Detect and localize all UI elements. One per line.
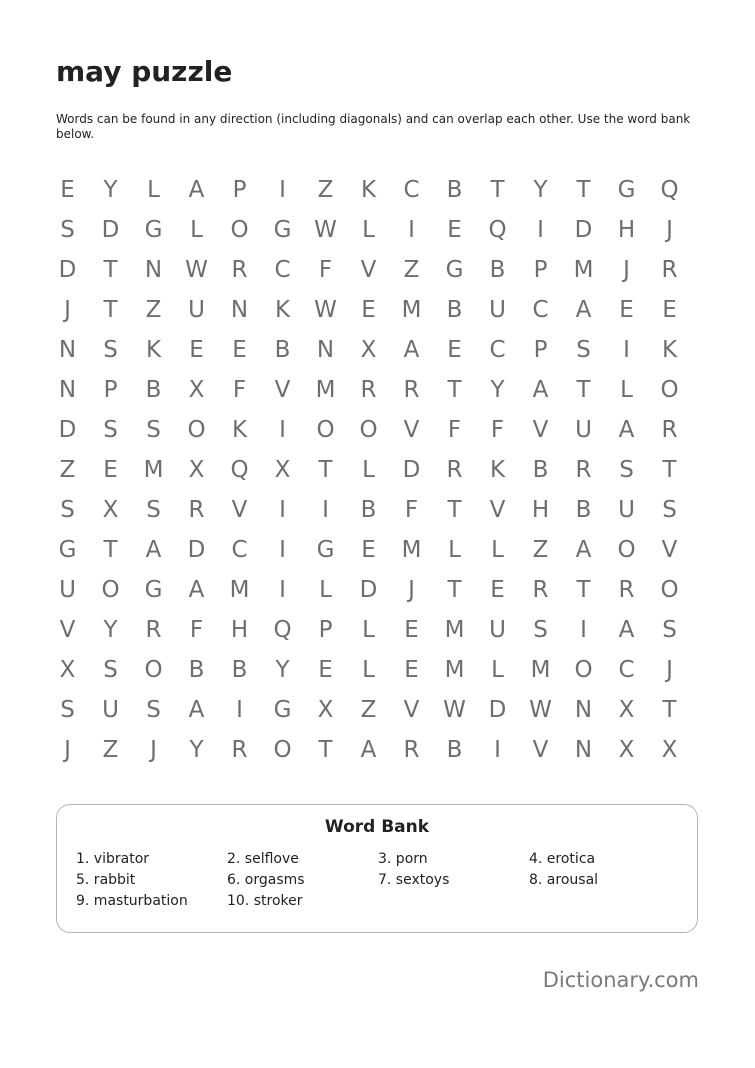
- grid-letter: R: [575, 457, 592, 483]
- grid-letter: N: [574, 737, 593, 763]
- grid-letter: X: [59, 657, 76, 683]
- grid-letter: B: [274, 337, 291, 363]
- grid-letter: F: [447, 417, 462, 443]
- grid-letter: T: [318, 457, 333, 483]
- grid-letter: M: [573, 257, 594, 283]
- grid-letter: X: [188, 377, 205, 403]
- grid-letter: T: [447, 577, 462, 603]
- grid-letter: M: [315, 377, 336, 403]
- grid-letter: X: [188, 457, 205, 483]
- grid-letter: D: [574, 217, 593, 243]
- grid-letter: H: [531, 497, 550, 523]
- grid-letter: B: [575, 497, 592, 523]
- grid-letter: E: [318, 657, 333, 683]
- grid-letter: G: [144, 577, 163, 603]
- grid-letter: Q: [230, 457, 249, 483]
- grid-letter: Z: [145, 297, 162, 323]
- grid-letter: U: [102, 697, 119, 723]
- grid-letter: A: [618, 417, 635, 443]
- word-bank-item: 2. selflove: [227, 851, 299, 867]
- grid-letter: E: [189, 337, 204, 363]
- grid-letter: S: [146, 497, 161, 523]
- grid-letter: S: [60, 217, 75, 243]
- grid-letter: F: [318, 257, 333, 283]
- grid-letter: I: [279, 577, 286, 603]
- grid-letter: J: [623, 257, 630, 283]
- word-bank-item: 3. porn: [378, 851, 428, 867]
- grid-letter: K: [145, 337, 162, 363]
- grid-letter: C: [403, 177, 420, 203]
- grid-letter: A: [618, 617, 635, 643]
- grid-letter: D: [488, 697, 507, 723]
- grid-letter: D: [359, 577, 378, 603]
- grid-letter: T: [103, 297, 118, 323]
- dictionary-logo-text: Dictionary.com: [542, 968, 699, 992]
- grid-letter: B: [360, 497, 377, 523]
- grid-letter: F: [490, 417, 505, 443]
- grid-letter: O: [101, 577, 120, 603]
- grid-letter: U: [188, 297, 205, 323]
- grid-letter: X: [274, 457, 291, 483]
- grid-letter: Z: [360, 697, 377, 723]
- grid-letter: I: [279, 177, 286, 203]
- grid-letter: I: [322, 497, 329, 523]
- grid-letter: U: [575, 417, 592, 443]
- grid-letter: V: [403, 697, 420, 723]
- grid-letter: H: [230, 617, 249, 643]
- grid-letter: T: [490, 177, 505, 203]
- grid-letter: A: [360, 737, 377, 763]
- word-bank-item: 4. erotica: [529, 851, 596, 867]
- grid-letter: E: [103, 457, 118, 483]
- grid-letter: M: [401, 297, 422, 323]
- grid-letter: D: [58, 417, 77, 443]
- grid-letter: T: [576, 177, 591, 203]
- grid-letter: Z: [317, 177, 334, 203]
- grid-letter: I: [279, 497, 286, 523]
- grid-letter: S: [662, 497, 677, 523]
- grid-letter: T: [318, 737, 333, 763]
- grid-letter: E: [404, 657, 419, 683]
- grid-letter: A: [188, 697, 205, 723]
- grid-letter: K: [231, 417, 248, 443]
- grid-letter: E: [232, 337, 247, 363]
- grid-letter: X: [618, 697, 635, 723]
- grid-letter: A: [403, 337, 420, 363]
- grid-letter: T: [447, 377, 462, 403]
- puzzle-title: may puzzle: [56, 55, 233, 88]
- grid-letter: A: [145, 537, 162, 563]
- grid-letter: T: [103, 257, 118, 283]
- grid-letter: G: [273, 697, 292, 723]
- grid-letter: C: [618, 657, 635, 683]
- grid-letter: F: [189, 617, 204, 643]
- grid-letter: V: [532, 737, 549, 763]
- grid-letter: R: [231, 257, 248, 283]
- grid-letter: X: [618, 737, 635, 763]
- grid-letter: W: [529, 697, 552, 723]
- grid-letter: S: [103, 417, 118, 443]
- grid-letter: G: [58, 537, 77, 563]
- grid-letter: I: [236, 697, 243, 723]
- grid-letter: E: [447, 337, 462, 363]
- instructions-text: Words can be found in any direction (including diagonals) and can overlap each other. Use the word bank below.: [56, 112, 691, 141]
- grid-letter: M: [229, 577, 250, 603]
- grid-letter: V: [360, 257, 377, 283]
- grid-letter: L: [620, 377, 633, 403]
- grid-letter: O: [187, 417, 206, 443]
- grid-letter: Q: [488, 217, 507, 243]
- word-bank-item: 5. rabbit: [76, 872, 136, 888]
- grid-letter: B: [446, 297, 463, 323]
- grid-letter: O: [230, 217, 249, 243]
- grid-letter: L: [319, 577, 332, 603]
- grid-letter: G: [273, 217, 292, 243]
- grid-letter: H: [617, 217, 636, 243]
- grid-letter: C: [274, 257, 291, 283]
- grid-letter: I: [494, 737, 501, 763]
- grid-letter: O: [617, 537, 636, 563]
- grid-letter: A: [575, 537, 592, 563]
- grid-letter: L: [491, 657, 504, 683]
- grid-letter: Q: [273, 617, 292, 643]
- grid-letter: O: [316, 417, 335, 443]
- grid-letter: G: [445, 257, 464, 283]
- grid-letter: V: [403, 417, 420, 443]
- grid-letter: W: [314, 297, 337, 323]
- grid-letter: B: [489, 257, 506, 283]
- grid-letter: Z: [59, 457, 76, 483]
- word-bank: [56, 804, 698, 933]
- grid-letter: J: [408, 577, 415, 603]
- grid-letter: U: [59, 577, 76, 603]
- grid-letter: W: [314, 217, 337, 243]
- grid-letter: F: [232, 377, 247, 403]
- grid-letter: A: [532, 377, 549, 403]
- grid-letter: G: [316, 537, 335, 563]
- grid-letter: T: [662, 457, 677, 483]
- grid-letter: S: [533, 617, 548, 643]
- grid-letter: L: [362, 217, 375, 243]
- grid-letter: Y: [533, 177, 548, 203]
- grid-letter: N: [144, 257, 163, 283]
- grid-letter: X: [360, 337, 377, 363]
- grid-letter: J: [64, 737, 71, 763]
- grid-letter: D: [101, 217, 120, 243]
- grid-letter: R: [661, 257, 678, 283]
- grid-letter: Y: [103, 177, 118, 203]
- grid-letter: O: [359, 417, 378, 443]
- grid-letter: E: [662, 297, 677, 323]
- grid-letter: W: [185, 257, 208, 283]
- grid-letter: R: [231, 737, 248, 763]
- grid-letter: C: [231, 537, 248, 563]
- grid-letter: B: [446, 737, 463, 763]
- grid-letter: L: [362, 657, 375, 683]
- word-list: [76, 851, 680, 914]
- grid-letter: R: [446, 457, 463, 483]
- grid-letter: R: [532, 577, 549, 603]
- grid-letter: O: [273, 737, 292, 763]
- grid-letter: V: [489, 497, 506, 523]
- grid-letter: L: [491, 537, 504, 563]
- grid-letter: O: [574, 657, 593, 683]
- grid-letter: U: [489, 617, 506, 643]
- grid-letter: R: [403, 737, 420, 763]
- letter-grid: [46, 170, 691, 770]
- grid-letter: M: [444, 617, 465, 643]
- grid-letter: N: [58, 377, 77, 403]
- grid-letter: Y: [275, 657, 290, 683]
- grid-letter: D: [187, 537, 206, 563]
- grid-letter: L: [147, 177, 160, 203]
- grid-letter: A: [575, 297, 592, 323]
- grid-letter: Z: [403, 257, 420, 283]
- grid-letter: V: [59, 617, 76, 643]
- grid-letter: O: [660, 577, 679, 603]
- grid-letter: M: [530, 657, 551, 683]
- grid-letter: T: [576, 577, 591, 603]
- word-bank-item: 10. stroker: [227, 893, 303, 909]
- grid-letter: Y: [103, 617, 118, 643]
- grid-letter: R: [188, 497, 205, 523]
- grid-letter: X: [317, 697, 334, 723]
- grid-letter: B: [532, 457, 549, 483]
- grid-letter: O: [144, 657, 163, 683]
- grid-letter: N: [58, 337, 77, 363]
- grid-letter: S: [60, 497, 75, 523]
- grid-letter: D: [402, 457, 421, 483]
- grid-letter: K: [489, 457, 506, 483]
- grid-letter: L: [448, 537, 461, 563]
- grid-letter: U: [618, 497, 635, 523]
- grid-letter: B: [188, 657, 205, 683]
- grid-letter: V: [274, 377, 291, 403]
- grid-letter: D: [58, 257, 77, 283]
- grid-letter: R: [661, 417, 678, 443]
- grid-letter: S: [146, 697, 161, 723]
- grid-letter: X: [102, 497, 119, 523]
- grid-letter: T: [576, 377, 591, 403]
- grid-letter: E: [60, 177, 75, 203]
- grid-letter: P: [232, 177, 247, 203]
- grid-letter: B: [145, 377, 162, 403]
- grid-letter: P: [533, 257, 548, 283]
- grid-letter: Z: [532, 537, 549, 563]
- grid-letter: I: [279, 417, 286, 443]
- grid-letter: I: [537, 217, 544, 243]
- grid-letter: E: [447, 217, 462, 243]
- grid-letter: S: [60, 697, 75, 723]
- grid-letter: J: [666, 657, 673, 683]
- grid-letter: N: [574, 697, 593, 723]
- grid-letter: Y: [490, 377, 505, 403]
- grid-letter: E: [490, 577, 505, 603]
- grid-letter: S: [146, 417, 161, 443]
- grid-letter: N: [230, 297, 249, 323]
- grid-letter: K: [360, 177, 377, 203]
- grid-letter: M: [401, 537, 422, 563]
- word-bank-title: Word Bank: [324, 817, 430, 837]
- grid-letter: J: [666, 217, 673, 243]
- grid-letter: L: [362, 617, 375, 643]
- grid-letter: T: [662, 697, 677, 723]
- word-bank-item: 1. vibrator: [76, 851, 150, 867]
- grid-letter: E: [361, 537, 376, 563]
- grid-letter: L: [190, 217, 203, 243]
- grid-letter: A: [188, 577, 205, 603]
- word-bank-item: 7. sextoys: [378, 872, 450, 888]
- grid-letter: L: [362, 457, 375, 483]
- grid-letter: B: [231, 657, 248, 683]
- grid-letter: Z: [102, 737, 119, 763]
- grid-letter: Y: [189, 737, 204, 763]
- grid-letter: G: [617, 177, 636, 203]
- grid-letter: G: [144, 217, 163, 243]
- grid-letter: J: [64, 297, 71, 323]
- grid-letter: X: [661, 737, 678, 763]
- word-bank-item: 8. arousal: [529, 872, 599, 888]
- grid-letter: B: [446, 177, 463, 203]
- grid-letter: U: [489, 297, 506, 323]
- grid-letter: M: [143, 457, 164, 483]
- grid-letter: V: [532, 417, 549, 443]
- grid-letter: S: [103, 657, 118, 683]
- grid-letter: R: [618, 577, 635, 603]
- grid-letter: T: [103, 537, 118, 563]
- grid-letter: C: [489, 337, 506, 363]
- grid-letter: P: [103, 377, 118, 403]
- grid-letter: P: [318, 617, 333, 643]
- grid-letter: O: [660, 377, 679, 403]
- word-bank-item: 6. orgasms: [227, 872, 305, 888]
- grid-letter: T: [447, 497, 462, 523]
- grid-letter: F: [404, 497, 419, 523]
- grid-letter: I: [408, 217, 415, 243]
- grid-letter: V: [661, 537, 678, 563]
- grid-letter: E: [619, 297, 634, 323]
- grid-letter: P: [533, 337, 548, 363]
- grid-letter: S: [576, 337, 591, 363]
- grid-letter: I: [623, 337, 630, 363]
- grid-letter: K: [274, 297, 291, 323]
- grid-letter: I: [580, 617, 587, 643]
- grid-letter: C: [532, 297, 549, 323]
- grid-letter: M: [444, 657, 465, 683]
- grid-letter: K: [661, 337, 678, 363]
- grid-letter: A: [188, 177, 205, 203]
- grid-letter: R: [403, 377, 420, 403]
- grid-letter: R: [145, 617, 162, 643]
- grid-letter: W: [443, 697, 466, 723]
- grid-letter: S: [619, 457, 634, 483]
- grid-letter: E: [361, 297, 376, 323]
- grid-letter: N: [316, 337, 335, 363]
- grid-letter: S: [103, 337, 118, 363]
- word-bank-item: 9. masturbation: [76, 893, 188, 909]
- grid-letter: R: [360, 377, 377, 403]
- grid-letter: E: [404, 617, 419, 643]
- grid-letter: S: [662, 617, 677, 643]
- grid-letter: J: [150, 737, 157, 763]
- grid-letter: Q: [660, 177, 679, 203]
- grid-letter: I: [279, 537, 286, 563]
- grid-letter: V: [231, 497, 248, 523]
